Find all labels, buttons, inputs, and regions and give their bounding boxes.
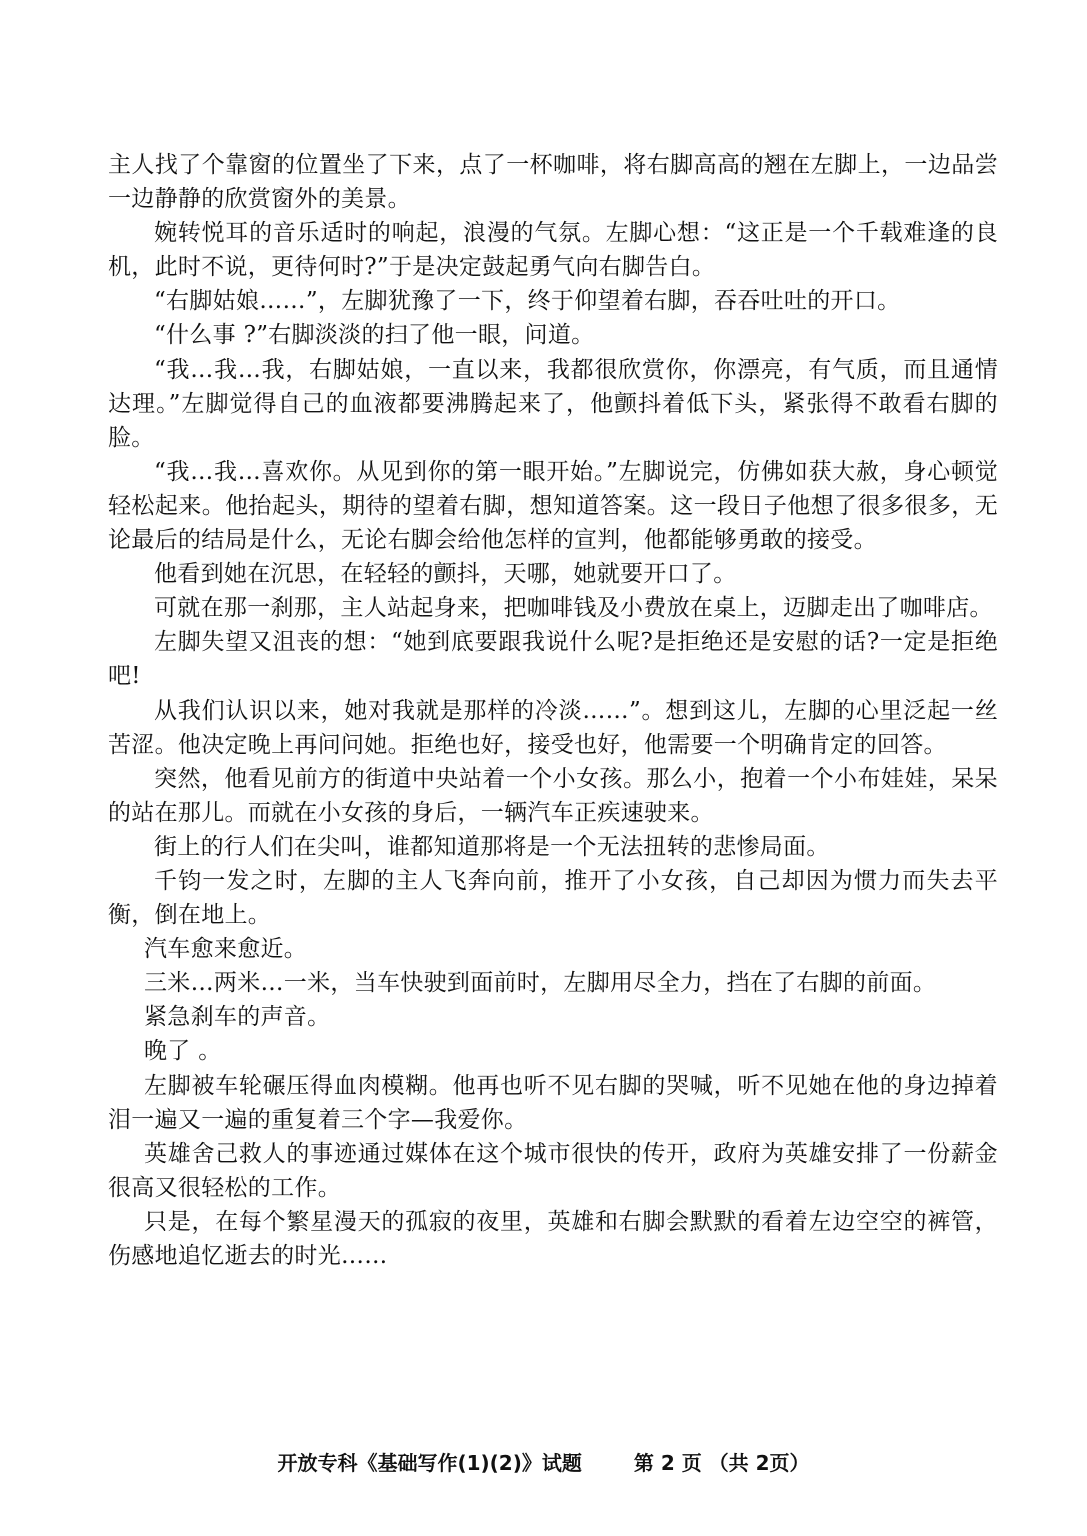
paragraph-6: “我…我…喜欢你。从见到你的第一眼开始。”左脚说完，仿佛如获大赦，身心顿觉轻松起来。他抬起头，期待的望着右脚，想知道答案。这一段日子他想了很多很多，无论最后的结局是什么，无论右脚会给他怎样的宣判，他都能够勇敢的接受。: [108, 458, 998, 554]
story-body: [108, 148, 998, 1273]
paragraph-20: 只是，在每个繁星漫天的孤寂的夜里，英雄和右脚会默默的看着左边空空的裤管，伤感地追忆逝去的时光……: [108, 1208, 998, 1269]
paragraph-16: 紧急刹车的声音。: [144, 1004, 331, 1031]
paragraph-14: 汽车愈来愈近。: [144, 936, 308, 963]
page-footer: [0, 1447, 1087, 1476]
paragraph-15: 三米…两米…一米，当车快驶到面前时，左脚用尽全力，挡在了右脚的前面。: [144, 970, 937, 997]
paragraph-12: 街上的行人们在尖叫，谁都知道那将是一个无法扭转的悲惨局面。: [154, 833, 830, 860]
page-number: 第 2 页 （共 2页）: [633, 1451, 810, 1475]
paragraph-3: “右脚姑娘……”，左脚犹豫了一下，终于仰望着右脚，吞吞吐吐的开口。: [154, 288, 901, 315]
paragraph-18: 左脚被车轮碾压得血肉模糊。他再也听不见右脚的哭喊，听不见她在他的身边掉着泪一遍又一遍的重复着三个字—我爱你。: [108, 1072, 998, 1133]
paragraph-11: 突然，他看见前方的街道中央站着一个小女孩。那么小，抱着一个小布娃娃，呆呆的站在那儿。而就在小女孩的身后，一辆汽车正疾速驶来。: [108, 765, 998, 826]
paragraph-13: 千钧一发之时，左脚的主人飞奔向前，推开了小女孩，自己却因为惯力而失去平衡，倒在地上。: [108, 867, 998, 929]
paragraph-1: 主人找了个靠窗的位置坐了下来，点了一杯咖啡，将右脚高高的翘在左脚上，一边品尝一边静静的欣赏窗外的美景。: [108, 152, 998, 213]
paragraph-7: 他看到她在沉思，在轻轻的颤抖，天哪，她就要开口了。: [154, 561, 737, 588]
paragraph-10: 从我们认识以来，她对我就是那样的冷淡……”。想到这儿，左脚的心里泛起一丝苦涩。他决定晚上再问问她。拒绝也好，接受也好，他需要一个明确肯定的回答。: [108, 697, 998, 758]
paragraph-5: “我…我…我，右脚姑娘，一直以来，我都很欣赏你，你漂亮，有气质，而且通情达理。”左脚觉得自己的血液都要沸腾起来了，他颤抖着低下头，紧张得不敢看右脚的脸。: [108, 356, 998, 451]
paragraph-19: 英雄舍己救人的事迹通过媒体在这个城市很快的传开，政府为英雄安排了一份薪金很高又很轻松的工作。: [108, 1140, 998, 1201]
paragraph-4: “什么事 ?”右脚淡淡的扫了他一眼，问道。: [154, 322, 595, 349]
paragraph-9: 左脚失望又沮丧的想：“她到底要跟我说什么呢?是拒绝还是安慰的话?一定是拒绝吧!: [108, 629, 998, 690]
paragraph-2: 婉转悦耳的音乐适时的响起，浪漫的气氛。左脚心想：“这正是一个千载难逢的良机，此时不说，更待何时?”于是决定鼓起勇气向右脚告白。: [108, 220, 998, 281]
paragraph-17: 晚了 。: [144, 1038, 222, 1065]
paragraph-8: 可就在那一刹那，主人站起身来，把咖啡钱及小费放在桌上，迈脚走出了咖啡店。: [154, 595, 993, 622]
exam-title: 开放专科《基础写作(1)(2)》试题: [277, 1451, 582, 1475]
